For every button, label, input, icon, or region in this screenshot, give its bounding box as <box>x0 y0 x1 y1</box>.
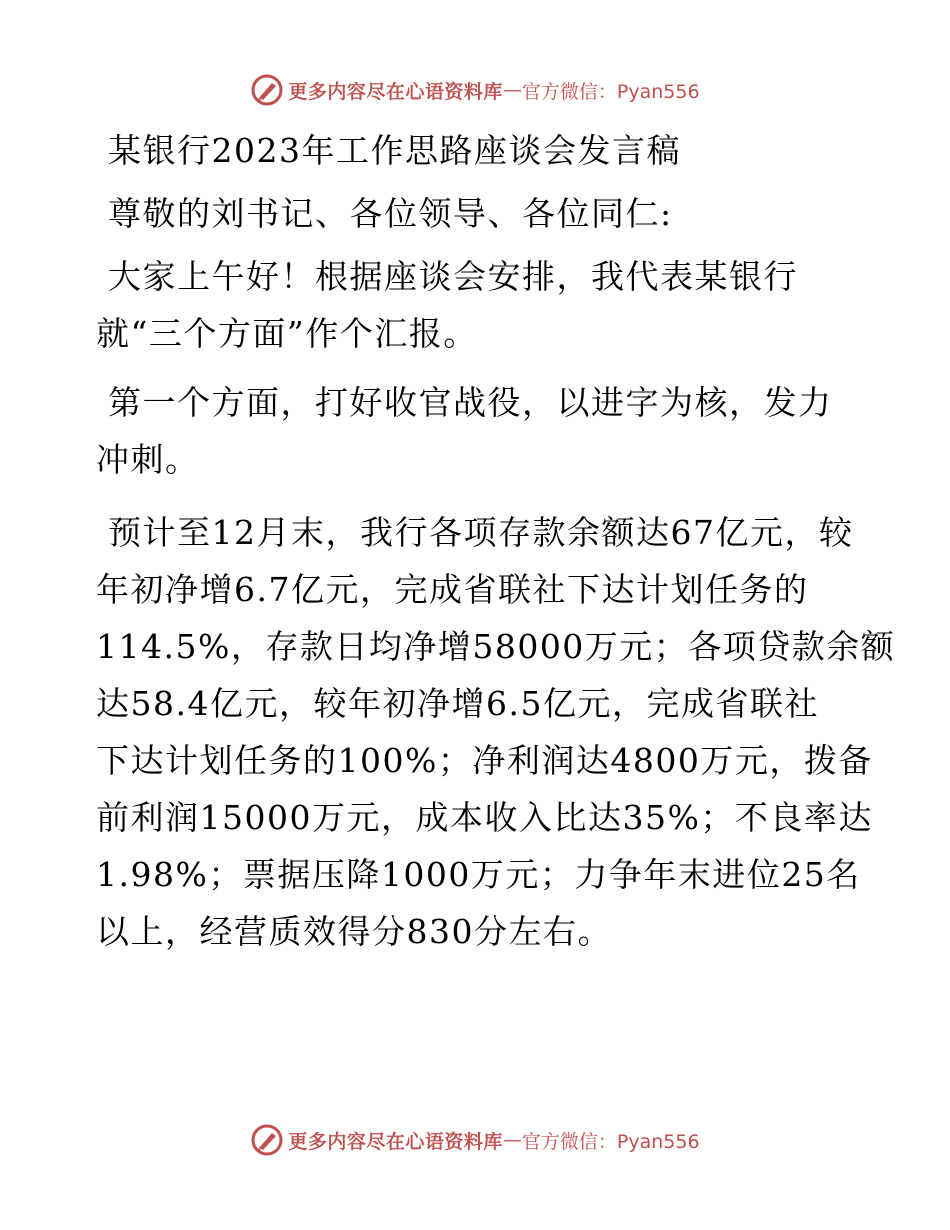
paragraph-line: 就“三个方面”作个汇报。 <box>96 314 478 353</box>
pen-logo-icon <box>250 1123 284 1157</box>
header-watermark-banner <box>0 72 950 108</box>
salutation: 尊敬的刘书记、各位领导、各位同仁: <box>108 194 673 233</box>
banner-site-text: 更多内容尽在心语资料库 <box>288 1130 503 1153</box>
paragraph-line: 冲刺。 <box>96 440 200 479</box>
paragraph-forecast <box>96 504 896 960</box>
pen-logo-icon <box>250 73 284 107</box>
banner-dash: — <box>502 79 522 101</box>
paragraph-line: 年初净增6.7亿元，完成省联社下达计划任务的 <box>96 570 809 609</box>
paragraph-line: 达58.4亿元，较年初净增6.5亿元，完成省联社 <box>96 684 819 723</box>
paragraph-first-aspect <box>96 374 866 488</box>
paragraph-line: 大家上午好！根据座谈会安排，我代表某银行 <box>108 257 798 296</box>
paragraph-line: 前利润15000万元，成本收入比达35%；不良率达 <box>96 798 873 837</box>
document-body <box>96 122 896 960</box>
banner-dash: — <box>502 1129 522 1151</box>
paragraph-line: 以上，经营质效得分830分左右。 <box>96 912 612 951</box>
footer-watermark-banner <box>0 1122 950 1158</box>
banner-site-text: 更多内容尽在心语资料库 <box>288 80 503 103</box>
banner-wechat-text: 官方微信：Pyan556 <box>521 1130 700 1153</box>
paragraph-greeting <box>96 248 866 362</box>
document-title: 某银行2023年工作思路座谈会发言稿 <box>108 131 681 170</box>
paragraph-line: 预计至12月末，我行各项存款余额达67亿元，较 <box>108 513 854 552</box>
banner-wechat-text: 官方微信：Pyan556 <box>521 80 700 103</box>
paragraph-line: 114.5%，存款日均净增58000万元；各项贷款余额 <box>96 627 896 666</box>
paragraph-line: 第一个方面，打好收官战役，以进字为核，发力 <box>108 383 833 422</box>
paragraph-line: 下达计划任务的100%；净利润达4800万元，拨备 <box>96 741 873 780</box>
paragraph-line: 1.98%；票据压降1000万元；力争年末进位25名 <box>96 855 861 894</box>
